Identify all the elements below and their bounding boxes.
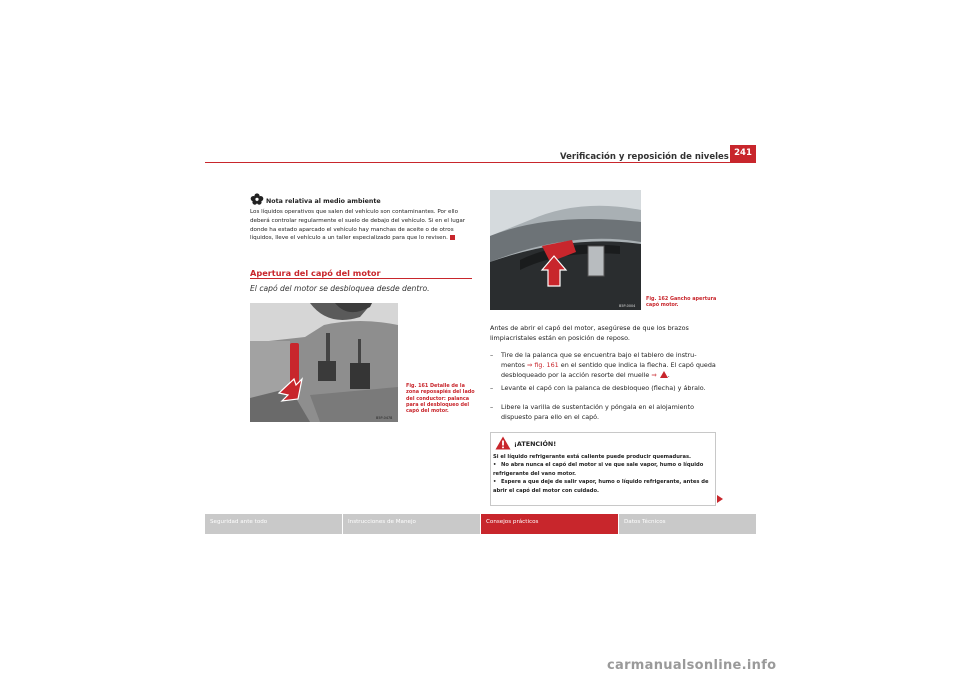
warning-triangle-icon[interactable] xyxy=(660,371,668,378)
footer-tab-consejos[interactable]: Consejos prácticos xyxy=(481,514,618,534)
section-subtitle: El capó del motor se desbloquea desde dentro. xyxy=(250,284,430,293)
warning-icon xyxy=(495,436,511,450)
section-rule xyxy=(250,278,472,279)
header-rule xyxy=(205,162,756,163)
footer-tab-seguridad[interactable]: Seguridad ante todo xyxy=(205,514,342,534)
watermark: carmanualsonline.info xyxy=(607,658,777,673)
figure-162-image xyxy=(490,190,641,310)
environment-note-body: Los líquidos operativos que salen del vehículo son contaminantes. Por ello deberá controlar regularmente el suelo de debajo del vehículo. Si en el lugar donde ha estado aparcado el vehículo hay manchas de aceite o de otros líquidos, lleve el vehículo a un taller especializado para que lo revisen. xyxy=(250,209,466,242)
figure-161-image xyxy=(250,303,398,422)
intro-paragraph: Antes de abrir el capó del motor, asegúrese de que los brazos limpiacristales están en posición de reposo. xyxy=(490,324,689,343)
continue-arrow-icon xyxy=(717,495,723,503)
footer-tab-instrucciones[interactable]: Instrucciones de Manejo xyxy=(343,514,480,534)
page-number: 241 xyxy=(730,145,756,162)
step-2: – Levante el capó con la palanca de desbloqueo (flecha) y ábralo. xyxy=(490,384,706,392)
step-3: – Libere la varilla de sustentación y póngala en el alojamiento dispuesto para ello en el capó. xyxy=(490,403,694,422)
figure-162-caption: Fig. 162 Gancho apertura capó motor. xyxy=(646,296,717,309)
end-of-section-mark xyxy=(450,235,455,240)
figure-162-code: B5P-0004 xyxy=(619,304,636,308)
footwell-illustration xyxy=(250,303,398,422)
section-title: Apertura del capó del motor xyxy=(250,268,381,278)
hood-latch-illustration xyxy=(490,190,641,310)
footer-tab-datos[interactable]: Datos Técnicos xyxy=(619,514,756,534)
footer-nav xyxy=(205,514,756,534)
flower-icon xyxy=(250,193,264,205)
warning-body: Si el líquido refrigerante está caliente puede producir quemaduras. • No abra nunca el capó del motor si ve que sale vapor, humo o líquido refrigerante del vano motor. • Espere a que deje de salir vapor, humo o líquido refrigerante, antes de abrir el capó del motor con cuidado. xyxy=(493,454,709,494)
warning-title: ¡ATENCIÓN! xyxy=(514,440,557,448)
figure-161-caption: Fig. 161 Detalle de la zona reposapiés del lado del conductor: palanca para el desbloqueo del capó del motor. xyxy=(406,383,475,415)
step-1: – Tire de la palanca que se encuentra bajo el tablero de instrumentos ⇒ fig. 161 en el sentido que indica la flecha. El capó queda desbloqueado por la acción resorte del muelle ⇒ . xyxy=(490,351,716,380)
environment-note-title: Nota relativa al medio ambiente xyxy=(266,198,381,205)
figure-161-link[interactable]: ⇒ fig. 161 xyxy=(527,361,559,370)
step-dash: – xyxy=(490,351,494,359)
figure-161-code: B5P-0478 xyxy=(376,416,393,420)
header-title: Verificación y reposición de niveles xyxy=(560,152,729,162)
